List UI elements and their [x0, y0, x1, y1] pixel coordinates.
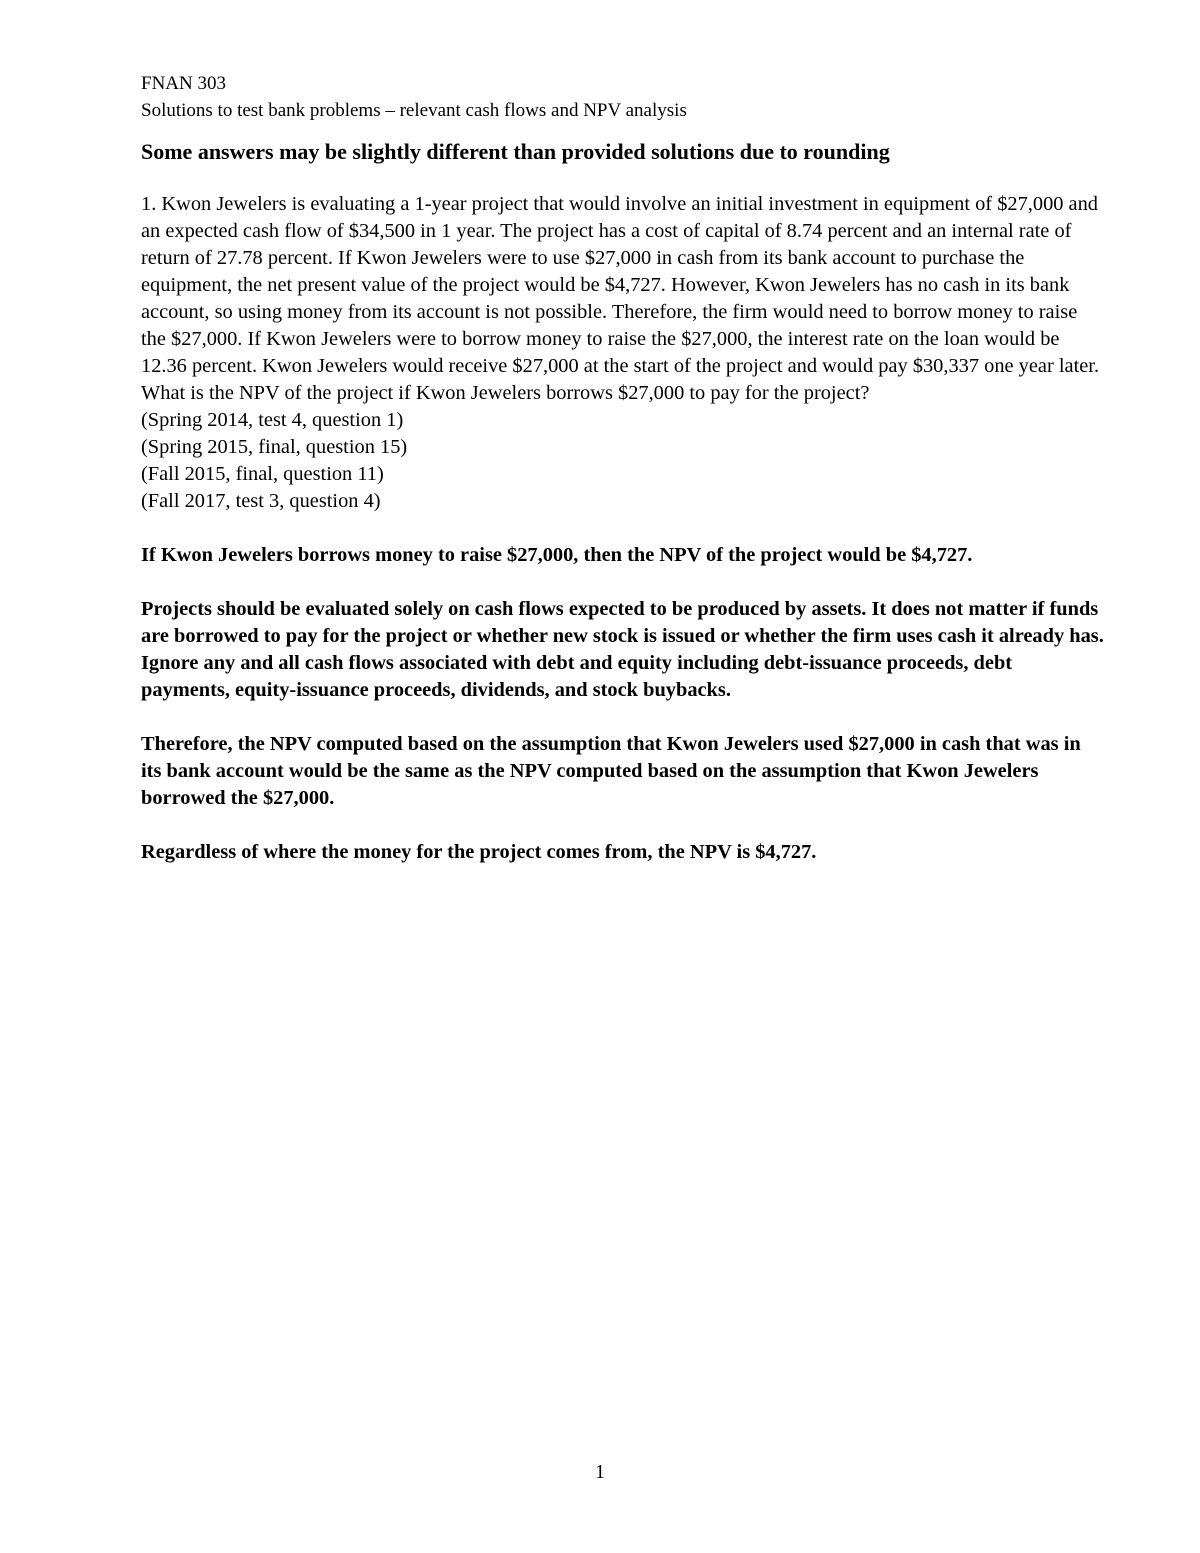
page-content	[141, 70, 1106, 866]
question-source: (Spring 2014, test 4, question 1)	[141, 409, 404, 431]
question-source: (Fall 2015, final, question 11)	[141, 463, 384, 485]
page-number: 1	[595, 1461, 605, 1483]
question-source: (Fall 2017, test 3, question 4)	[141, 490, 381, 512]
answer-paragraph-4: Regardless of where the money for the project comes from, the NPV is $4,727.	[141, 841, 817, 863]
rounding-note: Some answers may be slightly different than provided solutions due to rounding	[141, 139, 890, 164]
question-1-text: 1. Kwon Jewelers is evaluating a 1-year project that would involve an initial investment in equipment of $27,000 and an expected cash flow of $34,500 in 1 year. The project has a cost of capital of 8.74 percent and an internal rate of return of 27.78 percent. If Kwon Jewelers were to use $27,000 in cash from its bank account to purchase the equipment, the net present value of the project would be $4,727. However, Kwon Jewelers has no cash in its bank account, so using money from its account is not possible. Therefore, the firm would need to borrow money to raise the $27,000. If Kwon Jewelers were to borrow money to raise the $27,000, the interest rate on the loan would be 12.36 percent. Kwon Jewelers would receive $27,000 at the start of the project and would pay $30,337 one year later. What is the NPV of the project if Kwon Jewelers borrows $27,000 to pay for the project?	[141, 193, 1100, 404]
course-code: FNAN 303	[141, 73, 226, 94]
answer-paragraph-1: If Kwon Jewelers borrows money to raise $27,000, then the NPV of the project would be $4,727.	[141, 544, 973, 566]
answer-paragraph-2: Projects should be evaluated solely on cash flows expected to be produced by assets. It does not matter if funds are borrowed to pay for the project or whether new stock is issued or whether the firm uses cash it already has. Ignore any and all cash flows associated with debt and equity including debt-issuance proceeds, debt payments, equity-issuance proceeds, dividends, and stock buybacks.	[141, 598, 1104, 701]
answer-paragraph-3: Therefore, the NPV computed based on the assumption that Kwon Jewelers used $27,000 in cash that was in its bank account would be the same as the NPV computed based on the assumption that Kwon Jewelers borrowed the $27,000.	[141, 733, 1081, 809]
question-source: (Spring 2015, final, question 15)	[141, 436, 408, 458]
document-subtitle: Solutions to test bank problems – relevant cash flows and NPV analysis	[141, 100, 687, 121]
